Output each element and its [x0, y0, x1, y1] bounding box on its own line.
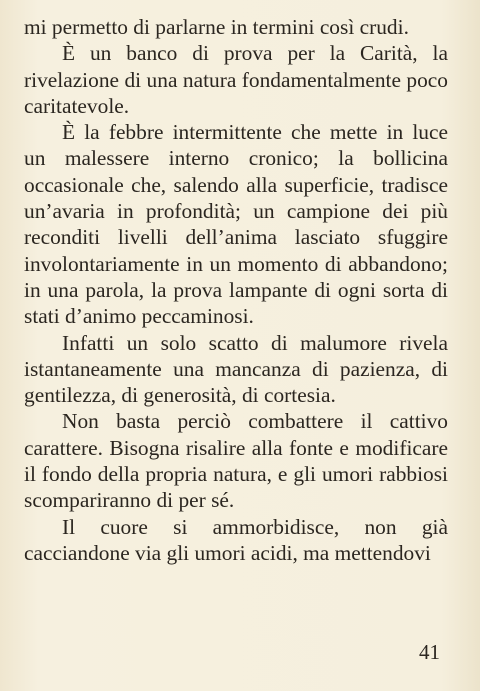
paragraph-carita: È un banco di prova per la Carità, la rivelazione di una natura fondamentalmente poco caritatevole. [24, 41, 448, 118]
paragraph-cuore: Il cuore si ammorbidisce, non già cacciandone via gli umori acidi, ma mettendovi [24, 514, 448, 565]
paragraph-malumore: Infatti un solo scatto di malumore rivela istantaneamente una mancanza di pazienza, di gentilezza, di generosità, di cortesia. [24, 330, 448, 408]
page-number: 41 [419, 640, 440, 664]
paragraph-continuation: mi permetto di parlarne in termini così crudi. [24, 15, 409, 39]
paragraph-carattere: Non basta perciò combattere il cattivo carattere. Bisogna risalire alla fonte e modificare il fondo della propria natura, e gli umori rabbiosi scompariranno di per sé. [24, 409, 448, 513]
paragraph-febbre: È la febbre intermittente che mette in luce un malessere interno cronico; la bollicina occasionale che, salendo alla superficie, tradisce un’avaria in profondità; un campione dei più reconditi livelli dell’anima lasciato sfuggire involontariamente in un momento di abbandono; in una parola, la prova lampante di ogni sorta di stati d’animo peccaminosi. [24, 120, 448, 329]
